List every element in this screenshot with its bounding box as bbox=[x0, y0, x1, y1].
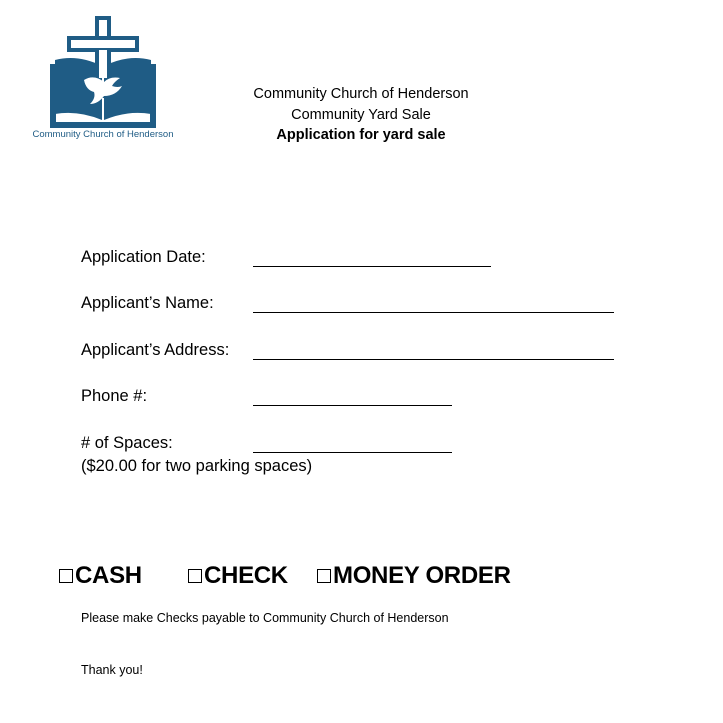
payable-note: Please make Checks payable to Community Church of Henderson bbox=[81, 611, 449, 625]
applicant-name-line[interactable] bbox=[253, 312, 614, 313]
applicant-address-line[interactable] bbox=[253, 359, 614, 360]
check-checkbox[interactable] bbox=[188, 569, 202, 583]
cash-checkbox[interactable] bbox=[59, 569, 73, 583]
applicant-address-label: Applicant’s Address: bbox=[81, 341, 230, 359]
spaces-label: # of Spaces: bbox=[81, 434, 173, 452]
document-header bbox=[180, 84, 542, 146]
thank-you-note: Thank you! bbox=[81, 663, 143, 677]
phone-label: Phone #: bbox=[81, 387, 148, 405]
payment-option-check[interactable] bbox=[188, 561, 288, 591]
application-date-line[interactable] bbox=[253, 266, 491, 267]
check-label: CHECK bbox=[204, 562, 288, 589]
spaces-price-note: ($20.00 for two parking spaces) bbox=[81, 457, 313, 475]
money-order-label: MONEY ORDER bbox=[333, 562, 511, 589]
church-name: Community Church of Henderson bbox=[253, 86, 469, 102]
payment-option-cash[interactable] bbox=[59, 561, 142, 591]
church-logo bbox=[28, 16, 178, 144]
application-date-label: Application Date: bbox=[81, 248, 206, 266]
applicant-name-label: Applicant’s Name: bbox=[81, 294, 214, 312]
event-name: Community Yard Sale bbox=[291, 106, 431, 123]
cash-label: CASH bbox=[75, 562, 142, 589]
spaces-line[interactable] bbox=[253, 452, 452, 453]
payment-option-money-order[interactable] bbox=[317, 561, 511, 591]
logo-caption: Community Church of Henderson bbox=[32, 129, 174, 140]
phone-line[interactable] bbox=[253, 405, 452, 406]
form-title: Application for yard sale bbox=[276, 127, 446, 143]
money-order-checkbox[interactable] bbox=[317, 569, 331, 583]
church-logo-icon bbox=[28, 16, 178, 128]
